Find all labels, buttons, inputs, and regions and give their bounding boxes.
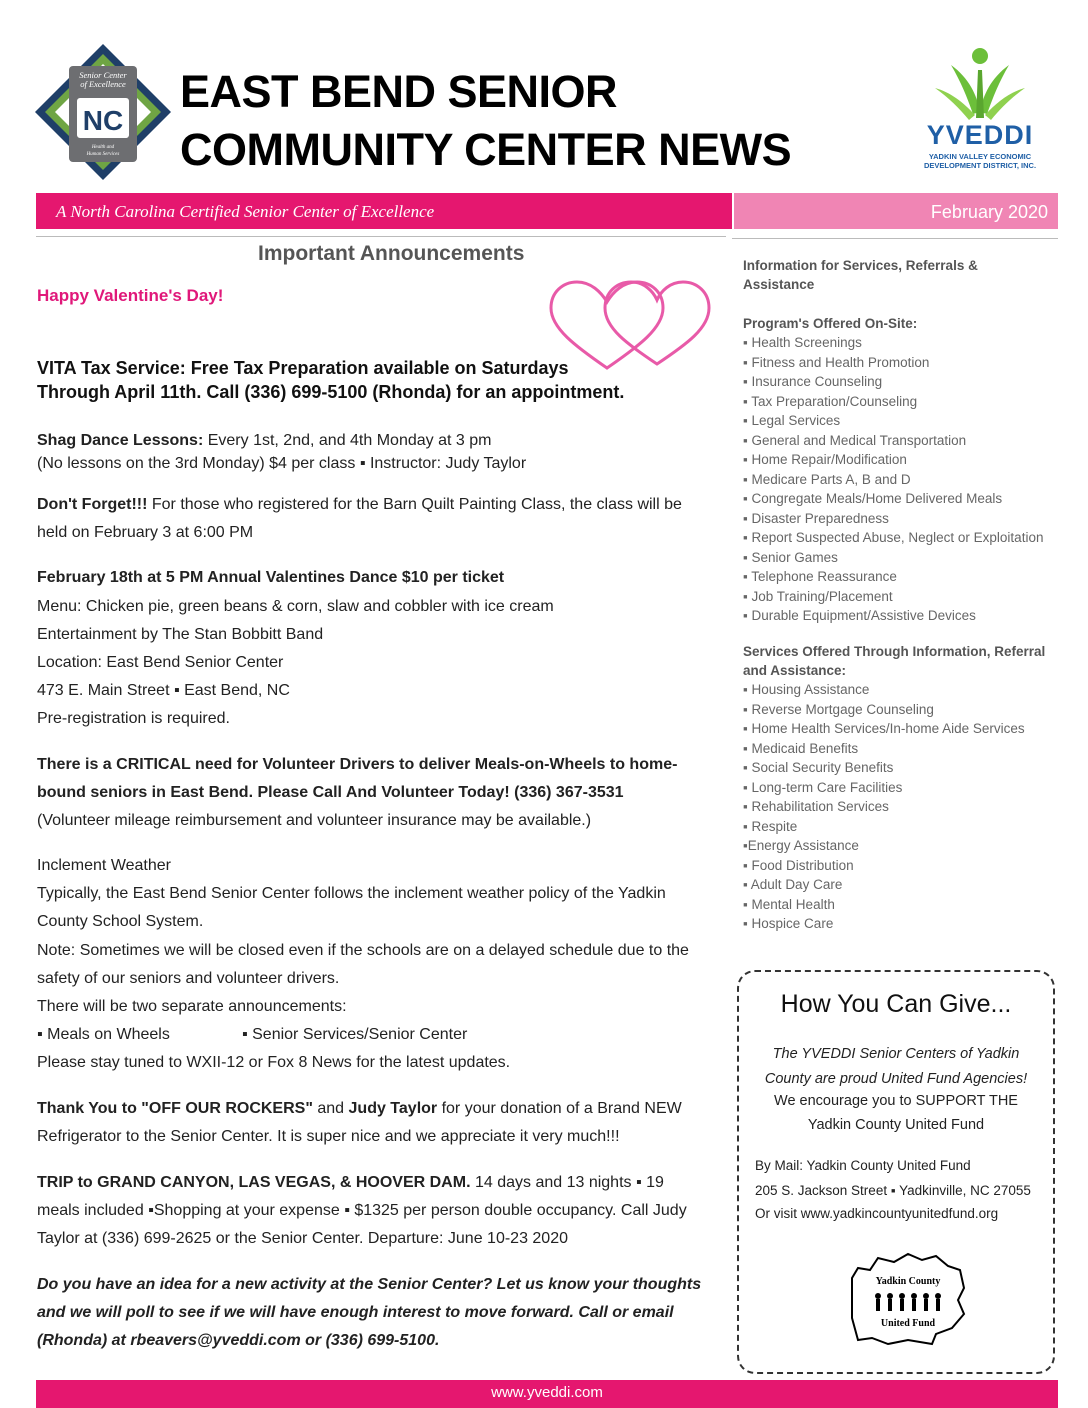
service-item: ▪ Adult Day Care (743, 877, 843, 892)
program-item: ▪ Tax Preparation/Counseling (743, 393, 918, 409)
dance-location: Location: East Bend Senior Center (37, 654, 284, 671)
service-item: ▪ Social Security Benefits (743, 760, 894, 775)
weather-line2: County School System. (37, 913, 204, 930)
service-item: ▪ Food Distribution (743, 857, 854, 873)
mail-address: 205 S. Jackson Street ▪ Yadkinville, NC 27055 (755, 1183, 1031, 1198)
footer-website-link[interactable]: www.yveddi.com (491, 1384, 603, 1401)
united-fund-logo (848, 1248, 968, 1346)
service-item: ▪ Long-term Care Facilities (743, 779, 903, 795)
vita-line1: VITA Tax Service: Free Tax Preparation available on Saturdays (37, 358, 569, 378)
idea-line1: Do you have an idea for a new activity at the Senior Center? Let us know your thoughts (37, 1276, 702, 1293)
program-item: ▪ Legal Services (743, 413, 841, 428)
dance-menu: Menu: Chicken pie, green beans & corn, slaw and cobbler with ice cream (37, 598, 554, 615)
program-item: ▪ Report Suspected Abuse, Neglect or Exploitation (743, 530, 1044, 545)
senior-center-excellence-badge (33, 42, 173, 182)
trip-line1 (37, 1174, 664, 1192)
give-line1: The YVEDDI Senior Centers of Yadkin (772, 1046, 1020, 1062)
thanks-person: Judy Taylor (348, 1100, 438, 1117)
services-heading-line2: and Assistance: (743, 663, 847, 678)
dance-address: 473 E. Main Street ▪ East Bend, NC (37, 682, 290, 699)
issue-date: February 2020 (930, 202, 1048, 222)
announcements-heading: Important Announcements (258, 242, 525, 265)
weather-line1: Typically, the East Bend Senior Center follows the inclement weather policy of the Yadkin (37, 885, 666, 902)
forget-text: For those who registered for the Barn Quilt Painting Class, the class will be (147, 496, 682, 513)
trip-line3: Taylor at (336) 699-2625 or the Senior Center. Departure: June 10-23 2020 (37, 1230, 568, 1247)
mail-website[interactable]: Or visit www.yadkincountyunitedfund.org (755, 1206, 999, 1221)
yveddi-subtitle-line1: YADKIN VALLEY ECONOMIC (928, 152, 1032, 161)
program-item: ▪ Job Training/Placement (743, 588, 893, 604)
info-heading-line2: Assistance (743, 277, 815, 292)
sidebar-divider (732, 238, 1058, 239)
yveddi-subtitle-line2: DEVELOPMENT DISTRICT, INC. (923, 161, 1037, 170)
program-item: ▪ Senior Games (743, 549, 838, 565)
weather-line4: safety of our seniors and volunteer drivers. (37, 970, 340, 987)
program-item: ▪ Health Screenings (743, 335, 862, 350)
service-item: ▪ Reverse Mortgage Counseling (743, 701, 934, 717)
thanks-line1 (37, 1100, 682, 1118)
services-heading-line1: Services Offered Through Information, Referral (743, 644, 1046, 659)
dance-prereg: Pre-registration is required. (37, 710, 230, 727)
svg-text:NC: NC (82, 105, 124, 136)
trip-line2: meals included ▪Shopping at your expense ▪ $1325 per person double occupancy. Call Judy (37, 1202, 687, 1219)
weather-line3: Note: Sometimes we will be closed even if the schools are on a delayed schedule due to the (37, 942, 689, 959)
yveddi-wordmark: YVEDDI (926, 120, 1034, 150)
give-line3: We encourage you to SUPPORT THE (774, 1093, 1018, 1109)
program-item: ▪ Fitness and Health Promotion (743, 354, 930, 370)
svg-text:of Excellence: of Excellence (80, 79, 126, 89)
service-item: ▪ Rehabilitation Services (743, 799, 889, 814)
svg-text:Human Services: Human Services (86, 152, 120, 157)
forget-label: Don't Forget!!! (37, 496, 148, 513)
weather-line5: There will be two separate announcements: (37, 998, 347, 1015)
thanks-line2: Refrigerator to the Senior Center. It is super nice and we appreciate it very much!!! (37, 1128, 620, 1145)
dance-entertainment: Entertainment by The Stan Bobbitt Band (37, 626, 324, 643)
service-item: ▪ Medicaid Benefits (743, 740, 859, 756)
service-item: ▪ Respite (743, 818, 798, 834)
shag-line2: (No lessons on the 3rd Monday) $4 per class ▪ Instructor: Judy Taylor (37, 455, 527, 472)
shag-label: Shag Dance Lessons: (37, 432, 204, 449)
program-item: ▪ Congregate Meals/Home Delivered Meals (743, 491, 1003, 506)
hearts-icon (545, 276, 720, 376)
shag-text: Every 1st, 2nd, and 4th Monday at 3 pm (203, 432, 492, 449)
give-line4: Yadkin County United Fund (807, 1117, 985, 1133)
mail-line1: By Mail: Yadkin County United Fund (755, 1158, 971, 1173)
weather-line6: Please stay tuned to WXII-12 or Fox 8 News for the latest updates. (37, 1054, 511, 1071)
thanks-text: for your donation of a Brand NEW (437, 1100, 682, 1117)
service-item: ▪ Home Health Services/In-home Aide Services (743, 721, 1025, 736)
service-item: ▪Energy Assistance (743, 838, 859, 853)
program-item: ▪ Durable Equipment/Assistive Devices (743, 608, 976, 623)
yveddi-subtitle (905, 152, 1055, 170)
newsletter-title-line2: COMMUNITY CENTER NEWS (180, 124, 792, 175)
give-title: How You Can Give... (780, 990, 1012, 1018)
weather-bullet-2: ▪ Senior Services/Senior Center (242, 1026, 468, 1043)
svg-text:Senior Center: Senior Center (79, 70, 127, 80)
info-heading-line1: Information for Services, Referrals & (743, 258, 978, 273)
program-item: ▪ Telephone Reassurance (743, 569, 897, 584)
tagline: A North Carolina Certified Senior Center of Excellence (56, 202, 435, 221)
programs-heading: Program's Offered On-Site: (743, 316, 918, 331)
svg-text:Health and: Health and (91, 145, 115, 150)
weather-title: Inclement Weather (37, 857, 171, 874)
svg-text:Yadkin County: Yadkin County (875, 1276, 941, 1287)
divider (36, 236, 726, 237)
forget-line1 (37, 496, 682, 514)
shag-line1 (37, 432, 491, 450)
vita-line2: Through April 11th. Call (336) 699-5100 (Rhonda) for an appointment. (37, 382, 625, 402)
program-item: ▪ General and Medical Transportation (743, 432, 967, 448)
forget-line2: held on February 3 at 6:00 PM (37, 524, 254, 541)
give-line2: County are proud United Fund Agencies! (764, 1071, 1028, 1087)
weather-bullet-1: ▪ Meals on Wheels (37, 1026, 170, 1043)
thanks-group: Thank You to "OFF OUR ROCKERS" (37, 1100, 313, 1117)
trip-title: TRIP to GRAND CANYON, LAS VEGAS, & HOOVER DAM. (37, 1174, 471, 1191)
idea-line3: (Rhonda) at rbeavers@yveddi.com or (336) 699-5100. (37, 1332, 440, 1349)
program-item: ▪ Insurance Counseling (743, 374, 883, 389)
thanks-and: and (312, 1100, 349, 1117)
service-item: ▪ Housing Assistance (743, 682, 870, 697)
volunteer-note: (Volunteer mileage reimbursement and volunteer insurance may be available.) (37, 812, 592, 829)
trip-text: 14 days and 13 nights ▪ 19 (470, 1174, 664, 1191)
service-item: ▪ Hospice Care (743, 916, 834, 931)
volunteer-line1: There is a CRITICAL need for Volunteer Drivers to deliver Meals-on-Wheels to home- (37, 756, 678, 773)
dance-title: February 18th at 5 PM Annual Valentines Dance $10 per ticket (37, 569, 505, 586)
program-item: ▪ Disaster Preparedness (743, 510, 889, 526)
program-item: ▪ Home Repair/Modification (743, 452, 907, 467)
svg-text:United Fund: United Fund (880, 1318, 936, 1329)
idea-line2: and we will poll to see if we will have enough interest to move forward. Call or email (37, 1304, 674, 1321)
service-item: ▪ Mental Health (743, 896, 835, 912)
newsletter-title-line1: EAST BEND SENIOR (180, 66, 618, 117)
volunteer-line2: bound seniors in East Bend. Please Call And Volunteer Today! (336) 367-3531 (37, 784, 624, 801)
program-item: ▪ Medicare Parts A, B and D (743, 471, 911, 487)
valentine-greeting: Happy Valentine's Day! (37, 286, 224, 305)
